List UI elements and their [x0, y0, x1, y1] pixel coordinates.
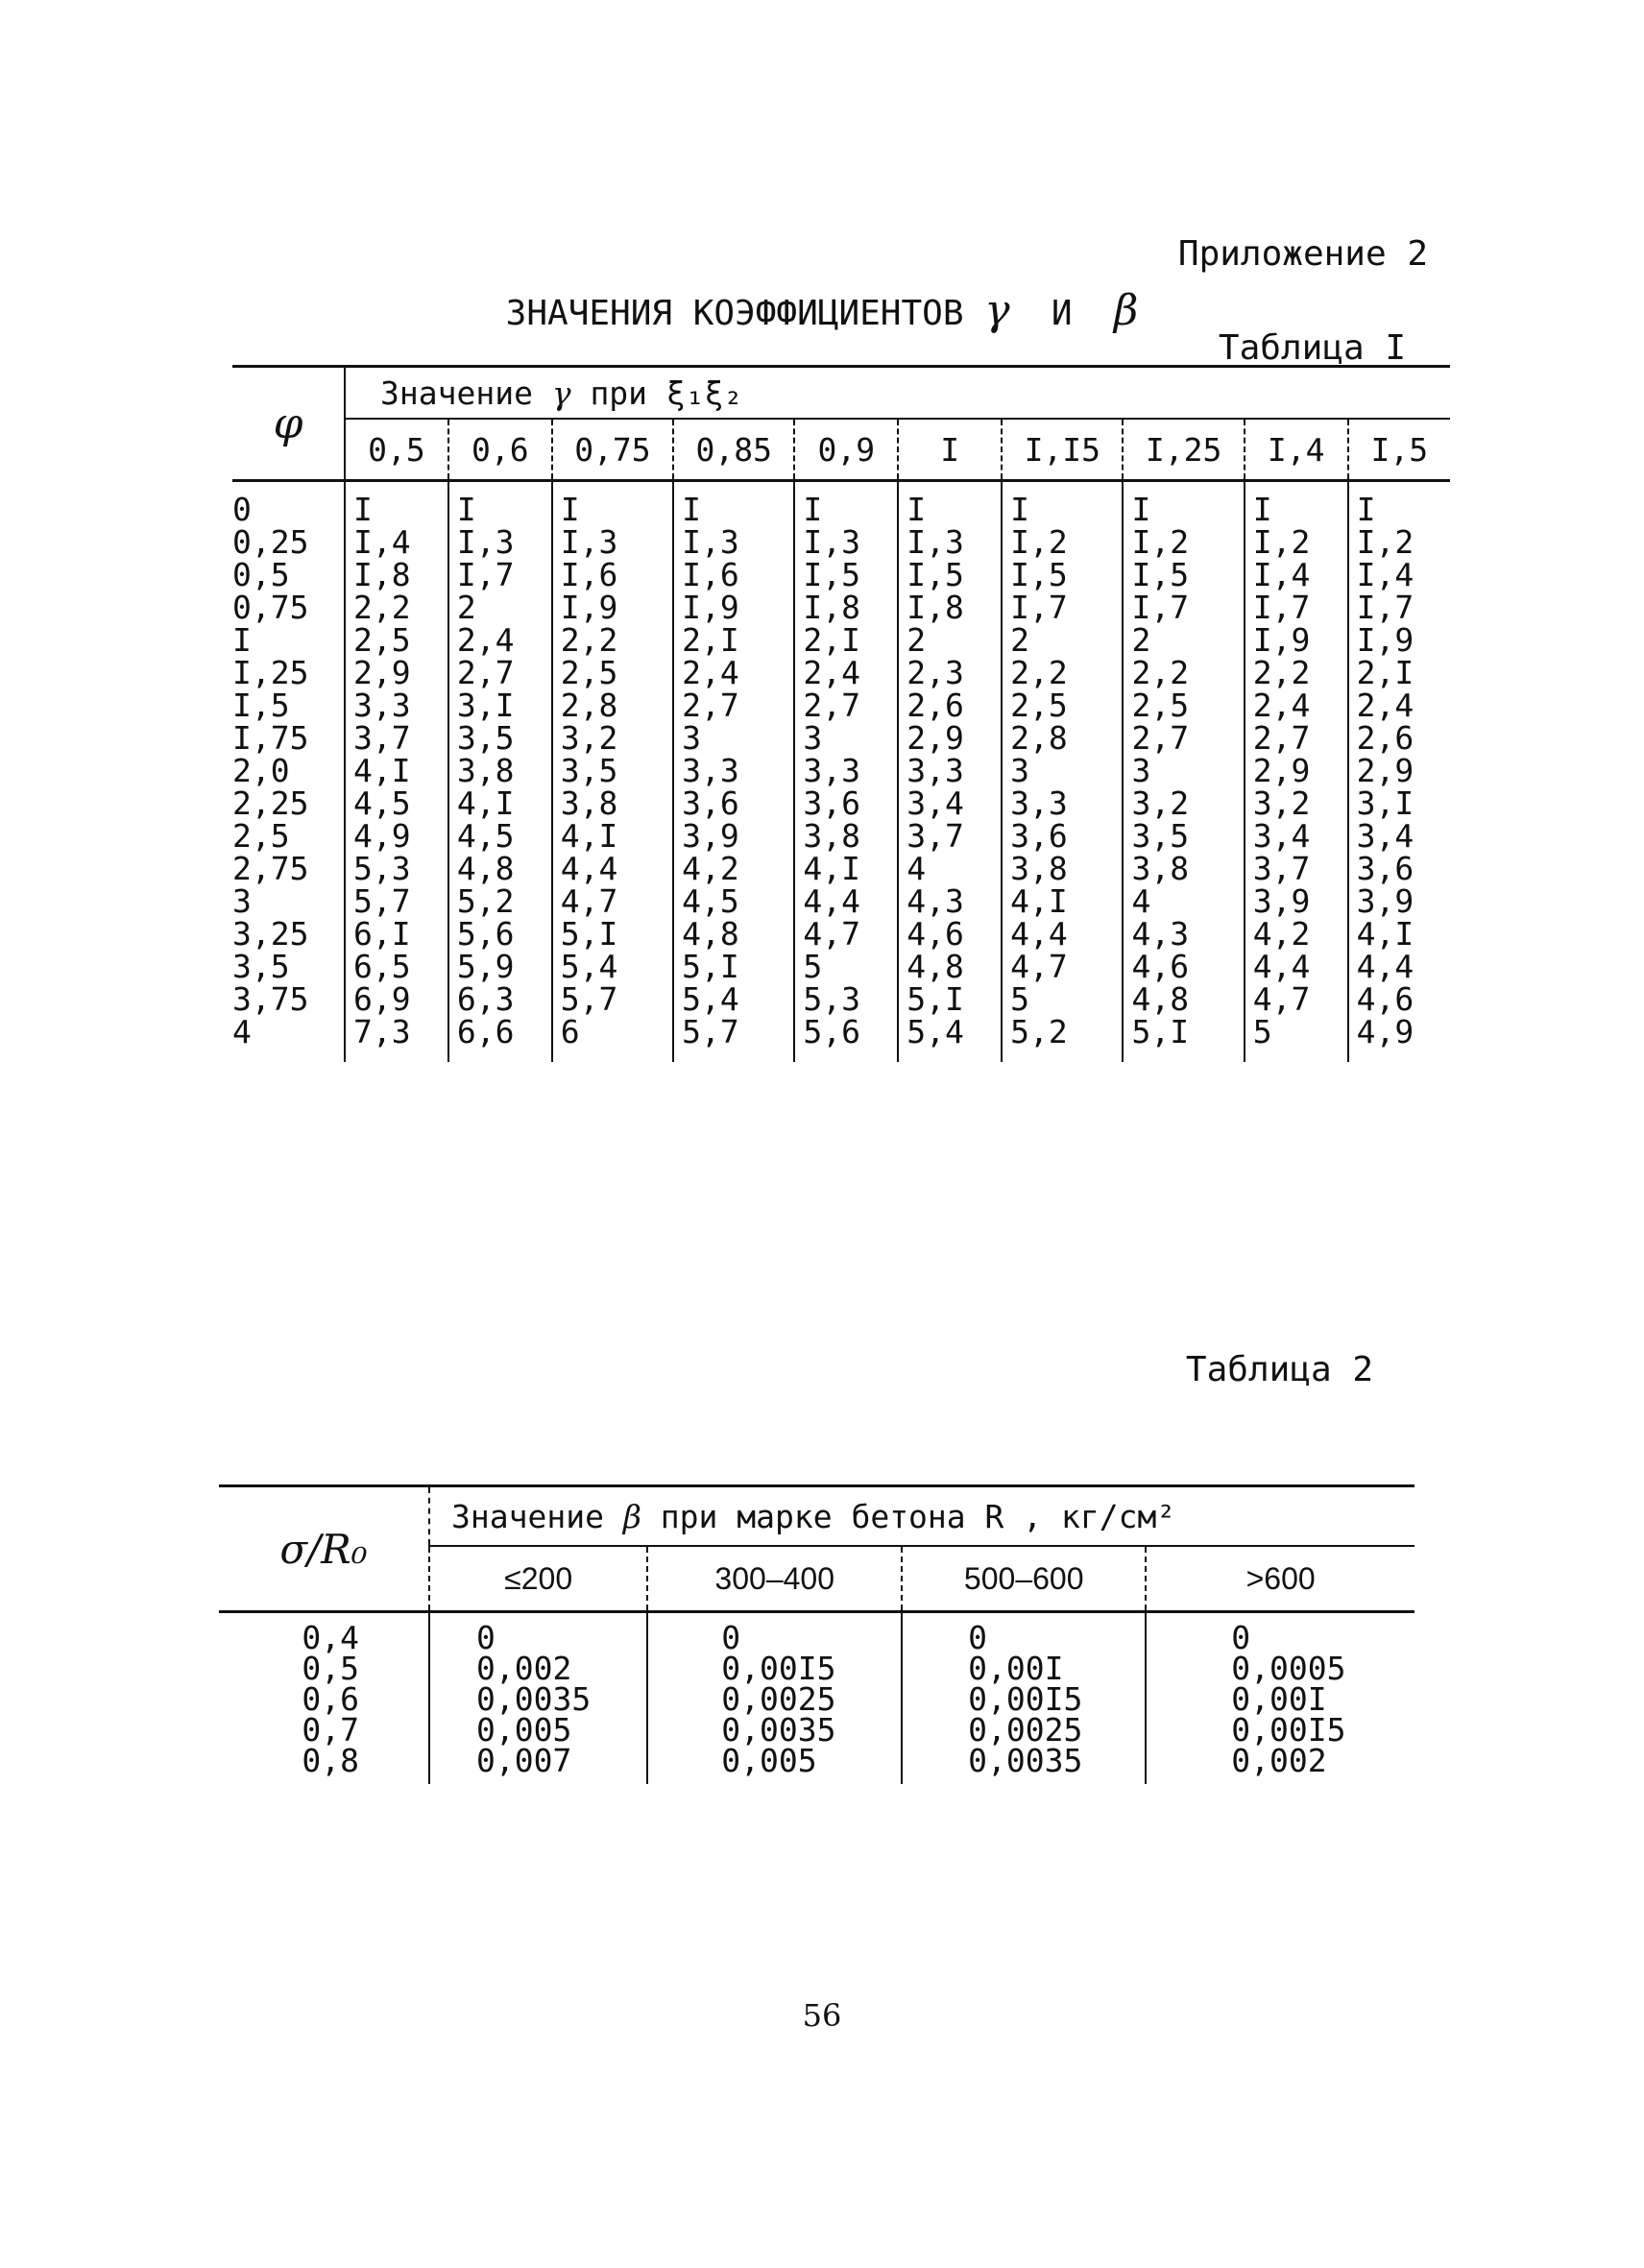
table1-cell: 2,I — [1356, 654, 1414, 691]
table1-cell: 3,7 — [1252, 850, 1311, 887]
table1-cell: 2 — [1010, 621, 1030, 659]
table1-cell: 5,3 — [353, 850, 411, 887]
table2-cell: 0,0035 — [968, 1742, 1083, 1779]
table1-cell: 4,3 — [907, 882, 964, 920]
table1-cell: 2,3 — [907, 654, 964, 691]
table2-cell: 0 — [1231, 1619, 1251, 1656]
table1-cell: 5,I — [682, 948, 739, 985]
phi-value: 3,75 — [232, 980, 309, 1018]
table1-cell: I — [1131, 491, 1151, 528]
table2-cell: 0,0035 — [721, 1711, 836, 1749]
table1-cell: 3,4 — [1252, 817, 1311, 855]
table1-cell: 2,7 — [682, 687, 739, 724]
phi-value: I,5 — [232, 687, 290, 724]
table1-cell: 4,7 — [1252, 980, 1311, 1018]
table1-cell: 2,2 — [560, 621, 618, 659]
table2-value-column — [647, 1612, 902, 1785]
phi-column — [232, 481, 345, 1063]
table1-cell: 3,8 — [1010, 850, 1068, 887]
table1-cell: I,8 — [353, 556, 411, 593]
table1-cell: 2,5 — [1010, 687, 1068, 724]
table1-column-header: 0,75 — [552, 419, 673, 481]
table1-cell: 4 — [907, 850, 927, 887]
table1-cell: I — [456, 491, 476, 528]
table1-cell: 4 — [1131, 882, 1151, 920]
table1-cell: 5 — [1010, 980, 1030, 1018]
table2-cell: 0,007 — [476, 1742, 572, 1779]
table1-cell: 3,6 — [682, 784, 739, 822]
table2-cell: 0,00I — [1231, 1680, 1327, 1718]
table2-cell: 0,0025 — [721, 1680, 836, 1718]
table1-cell: 4,I — [1356, 915, 1414, 953]
table1-cell: 4,8 — [1131, 980, 1190, 1018]
table1-cell: I,5 — [803, 556, 860, 593]
table2-cell: 0 — [476, 1619, 496, 1656]
table1-column-header: 0,9 — [794, 419, 898, 481]
table1-cell: I,4 — [353, 523, 411, 561]
table1-cell: 2,2 — [1131, 654, 1190, 691]
table1-cell: I,4 — [1252, 556, 1311, 593]
table1-cell: 3,6 — [1010, 817, 1068, 855]
table1-cell: I — [353, 491, 373, 528]
table1-cell: 3,6 — [1356, 850, 1414, 887]
table2-cell: 0,005 — [476, 1711, 572, 1749]
table1-cell: I,5 — [1010, 556, 1068, 593]
table1-value-column — [794, 481, 898, 1063]
table1-cell: 3,3 — [907, 752, 964, 789]
table1-cell: 4,5 — [353, 784, 411, 822]
table1-cell: 6,3 — [456, 980, 515, 1018]
table1-cell: 2,5 — [1131, 687, 1190, 724]
table1-cell: 3 — [682, 719, 701, 757]
phi-value: 2,25 — [232, 784, 309, 822]
table1-cell: 2,6 — [1356, 719, 1414, 757]
table1-cell: I — [803, 491, 823, 528]
table1-cell: 3,I — [1356, 784, 1414, 822]
phi-value: 3,5 — [232, 948, 290, 985]
table1-cell: 3,3 — [682, 752, 739, 789]
table1-cell: 4,9 — [1356, 1013, 1414, 1050]
table1-cell: 3,2 — [1252, 784, 1311, 822]
table2-cell: 0,0005 — [1231, 1650, 1346, 1687]
table1-cell: I,9 — [1252, 621, 1311, 659]
table2-value-column — [902, 1612, 1146, 1785]
table1-cell: 2,4 — [803, 654, 860, 691]
phi-header: φ — [232, 367, 345, 481]
table1-cell: I,2 — [1010, 523, 1068, 561]
table1-cell: 2,8 — [1010, 719, 1068, 757]
appendix-label: Приложение 2 — [1177, 234, 1428, 274]
table1-group-header — [345, 367, 1450, 420]
table1-cell: 2 — [1131, 621, 1151, 659]
table1-cell: 3,7 — [907, 817, 964, 855]
table1-column-header: 0,85 — [673, 419, 794, 481]
table1-cell: 3,3 — [1010, 784, 1068, 822]
table1-cell: I,2 — [1131, 523, 1190, 561]
table1-cell: 5,7 — [353, 882, 411, 920]
table1-cell: 5,2 — [1010, 1013, 1068, 1050]
table2-column-header: ≤200 — [429, 1546, 647, 1612]
table1-cell: 2,7 — [456, 654, 515, 691]
table1-cell: I,2 — [1252, 523, 1311, 561]
table1-value-column — [1123, 481, 1244, 1063]
table1-gamma: γ — [551, 374, 571, 412]
phi-value: 0,25 — [232, 523, 309, 561]
table1-cell: 4,4 — [560, 850, 618, 887]
table1-cell: 5 — [1252, 1013, 1272, 1050]
table1-cell: I,7 — [456, 556, 515, 593]
table1-cell: I,9 — [1356, 621, 1414, 659]
table1-cell: 5,9 — [456, 948, 515, 985]
table2-value-column — [429, 1612, 647, 1785]
table1-cell: 2,2 — [1252, 654, 1311, 691]
table1-value-column — [1002, 481, 1123, 1063]
table1-cell: I,3 — [456, 523, 515, 561]
table1-cell: I — [560, 491, 580, 528]
table1-cell: 3,2 — [1131, 784, 1190, 822]
gamma-symbol: γ — [984, 286, 1010, 335]
table1-cell: 5 — [803, 948, 823, 985]
table1-cell: 3,2 — [560, 719, 618, 757]
table1-cell: 2,9 — [353, 654, 411, 691]
table1-cell: 3,5 — [1131, 817, 1190, 855]
table1-column-header: 0,5 — [345, 419, 448, 481]
table1-cell: 2,9 — [907, 719, 964, 757]
phi-value: 2,5 — [232, 817, 290, 855]
table1-cell: 2,4 — [682, 654, 739, 691]
table1-value-column — [898, 481, 1002, 1063]
table1-cell: I,7 — [1252, 589, 1311, 626]
table1-cell: I — [682, 491, 701, 528]
phi-value: 4 — [232, 1013, 252, 1050]
table1-cell: 4,7 — [1010, 948, 1068, 985]
table1-cell: I — [1356, 491, 1376, 528]
table1-cell: 4,7 — [560, 882, 618, 920]
table1-cell: I,3 — [682, 523, 739, 561]
table1-column-header: I,4 — [1245, 419, 1348, 481]
table1-cell: 2,5 — [560, 654, 618, 691]
table1-cell: 3,8 — [560, 784, 618, 822]
table1-cell: 2,I — [803, 621, 860, 659]
table1-value-column — [673, 481, 794, 1063]
ratio-value: 0,5 — [302, 1650, 359, 1687]
table1-cell: I,8 — [907, 589, 964, 626]
table2-cell: 0,005 — [721, 1742, 817, 1779]
table2-column-header: 300–400 — [647, 1546, 902, 1612]
phi-value: I — [232, 621, 252, 659]
table1-cell: 3,I — [456, 687, 515, 724]
table1-cell: I,7 — [1131, 589, 1190, 626]
table1-cell: 4,8 — [456, 850, 515, 887]
table1-cell: I,5 — [907, 556, 964, 593]
table1-cell: 4,I — [456, 784, 515, 822]
table1-cell: 4,6 — [1356, 980, 1414, 1018]
table1-cell: 3,8 — [1131, 850, 1190, 887]
title-and: И — [1051, 294, 1073, 333]
table1-cell: 2,9 — [1252, 752, 1311, 789]
table1-cell: I,2 — [1356, 523, 1414, 561]
table2-column-header: 500–600 — [902, 1546, 1146, 1612]
table1-cell: I,4 — [1356, 556, 1414, 593]
phi-value: 0,5 — [232, 556, 290, 593]
table1-cell: 4,2 — [1252, 915, 1311, 953]
table2-cell: 0 — [968, 1619, 988, 1656]
table1-cell: 2 — [907, 621, 927, 659]
phi-value: 0,75 — [232, 589, 309, 626]
phi-value: 3,25 — [232, 915, 309, 953]
table1-cell: 6,6 — [456, 1013, 515, 1050]
table1-cell: I,3 — [907, 523, 964, 561]
table2-cell: 0,00I5 — [968, 1680, 1083, 1718]
table1-caption: Таблица I — [1218, 328, 1406, 368]
table1-cell: 4,5 — [456, 817, 515, 855]
table1-value-column — [448, 481, 552, 1063]
beta-symbol: β — [1113, 286, 1139, 335]
ratio-column — [219, 1612, 429, 1785]
table1-cell: I — [1252, 491, 1272, 528]
ratio-header: σ/R₀ — [219, 1486, 429, 1612]
table1-cell: 3,5 — [560, 752, 618, 789]
table1-cell: 3,9 — [1356, 882, 1414, 920]
table1-cell: I,9 — [560, 589, 618, 626]
table1-cell: 3,9 — [1252, 882, 1311, 920]
table1-cell: 4,I — [803, 850, 860, 887]
table1-cell: 6 — [560, 1013, 580, 1050]
table1-cell: 4,8 — [682, 915, 739, 953]
table1-cell: 3 — [1010, 752, 1030, 789]
title-text: ЗНАЧЕНИЯ КОЭФФИЦИЕНТОВ — [505, 294, 964, 333]
table2-cell: 0,002 — [1231, 1742, 1327, 1779]
table1-cell: 5,6 — [803, 1013, 860, 1050]
table2-cell: 0,002 — [476, 1650, 572, 1687]
table1-cell: 4,I — [560, 817, 618, 855]
table1-cell: 2,2 — [353, 589, 411, 626]
phi-value: 3 — [232, 882, 252, 920]
table1-cell: I,5 — [1131, 556, 1190, 593]
table1-cell: 3,3 — [803, 752, 860, 789]
table1-cell: 5,2 — [456, 882, 515, 920]
table1-cell: I,7 — [1356, 589, 1414, 626]
table1-cell: 2,6 — [907, 687, 964, 724]
table1-cell: 4,8 — [907, 948, 964, 985]
table2-cell: 0 — [721, 1619, 741, 1656]
table2-cell: 0,00I5 — [1231, 1711, 1346, 1749]
table1-cell: 3,3 — [353, 687, 411, 724]
table1-cell: I,3 — [803, 523, 860, 561]
table1-cell: 3 — [1131, 752, 1151, 789]
table1-cell: 4,3 — [1131, 915, 1190, 953]
table2-cell: 0,00I5 — [721, 1650, 836, 1687]
table1-cell: 5,7 — [560, 980, 618, 1018]
table1-cell: 2,4 — [1356, 687, 1414, 724]
table1-cell: 3 — [803, 719, 823, 757]
table1-cell: I,8 — [803, 589, 860, 626]
table2-label: Значение — [451, 1497, 604, 1535]
table1-value-column — [1245, 481, 1348, 1063]
table1-cell: 3,7 — [353, 719, 411, 757]
table1-cell: 4,7 — [803, 915, 860, 953]
table1-cell: 4,6 — [907, 915, 964, 953]
page-number: 56 — [802, 1997, 842, 2034]
table1-cell: 2,2 — [1010, 654, 1068, 691]
ratio-value: 0,8 — [302, 1742, 359, 1779]
table1-column-header: I,25 — [1123, 419, 1244, 481]
table1-cell: 4,5 — [682, 882, 739, 920]
table1-cell: 5,I — [1131, 1013, 1190, 1050]
table1-cell: 4,4 — [803, 882, 860, 920]
table1-cell: I,7 — [1010, 589, 1068, 626]
table1-cell: 6,5 — [353, 948, 411, 985]
table1-cell: 4,4 — [1010, 915, 1068, 953]
table2-caption: Таблица 2 — [1185, 1350, 1373, 1389]
table1-cell: 7,3 — [353, 1013, 411, 1050]
table1-cell: I,9 — [682, 589, 739, 626]
table1-cell: 4,I — [353, 752, 411, 789]
table2-cell: 0,0035 — [476, 1680, 592, 1718]
table1-cell: 4,4 — [1356, 948, 1414, 985]
table1-cell: 3,8 — [803, 817, 860, 855]
table1-cell: 5,4 — [907, 1013, 964, 1050]
table1-value-column — [345, 481, 448, 1063]
ratio-value: 0,6 — [302, 1680, 359, 1718]
table1-cell: 3,9 — [682, 817, 739, 855]
table1-cell: 4,4 — [1252, 948, 1311, 985]
table1-cell: I — [907, 491, 927, 528]
table1-cell: 5,4 — [560, 948, 618, 985]
table1-cell: 5,6 — [456, 915, 515, 953]
table2-cell: 0,00I — [968, 1650, 1064, 1687]
table1-cell: 3,4 — [907, 784, 964, 822]
table1-cell: 4,6 — [1131, 948, 1190, 985]
table1-cell: 2,4 — [1252, 687, 1311, 724]
table1-cell: 3,6 — [803, 784, 860, 822]
table1-column-header: 0,6 — [448, 419, 552, 481]
table1-value-column — [1348, 481, 1450, 1063]
table1-cell: 2,5 — [353, 621, 411, 659]
table1-cell: 3,8 — [456, 752, 515, 789]
table1-cell: 5,I — [907, 980, 964, 1018]
table1-cell: I,6 — [682, 556, 739, 593]
table1-cell: 5,4 — [682, 980, 739, 1018]
table1-value-column — [552, 481, 673, 1063]
table1-cell: 4,9 — [353, 817, 411, 855]
table1-cell: 2,7 — [1252, 719, 1311, 757]
table1 — [232, 365, 1450, 1062]
table1-cell: I,6 — [560, 556, 618, 593]
table1-cell: 2,7 — [803, 687, 860, 724]
table1-cell: 2,I — [682, 621, 739, 659]
phi-value: I,25 — [232, 654, 309, 691]
table1-cell: 5,3 — [803, 980, 860, 1018]
table2-column-header: >600 — [1146, 1546, 1414, 1612]
table1-cell: 2,9 — [1356, 752, 1414, 789]
table1-cell: 4,2 — [682, 850, 739, 887]
table2-cell: 0,0025 — [968, 1711, 1083, 1749]
table1-cell: 5,7 — [682, 1013, 739, 1050]
table1-cell: 6,I — [353, 915, 411, 953]
phi-value: 2,75 — [232, 850, 309, 887]
table1-column-header: I,5 — [1348, 419, 1450, 481]
table1-cell: 2,7 — [1131, 719, 1190, 757]
table1-cell: 2 — [456, 589, 476, 626]
table1-cell: I — [1010, 491, 1030, 528]
ratio-value: 0,7 — [302, 1711, 359, 1749]
table2-value-column — [1146, 1612, 1414, 1785]
table1-cell: 5,I — [560, 915, 618, 953]
table1-cell: 3,5 — [456, 719, 515, 757]
table2-group-header — [429, 1486, 1414, 1547]
table1-cell: 2,8 — [560, 687, 618, 724]
table2-beta: β — [622, 1497, 641, 1535]
table1-cell: 2,4 — [456, 621, 515, 659]
phi-value: 0 — [232, 491, 252, 528]
ratio-value: 0,4 — [302, 1619, 359, 1656]
table1-cell: 4,I — [1010, 882, 1068, 920]
table1-column-header: I,I5 — [1002, 419, 1123, 481]
table1-cell: 6,9 — [353, 980, 411, 1018]
table1-column-header: I — [898, 419, 1002, 481]
table2 — [219, 1484, 1414, 1784]
table1-label: Значение — [380, 374, 533, 412]
phi-value: 2,0 — [232, 752, 290, 789]
table1-cell: I,3 — [560, 523, 618, 561]
table2-label-rest: при марке бетона R , кг/см² — [660, 1497, 1176, 1535]
table1-cell: 3,4 — [1356, 817, 1414, 855]
phi-value: I,75 — [232, 719, 309, 757]
table1-label-rest: при ξ₁ξ₂ — [590, 374, 743, 412]
